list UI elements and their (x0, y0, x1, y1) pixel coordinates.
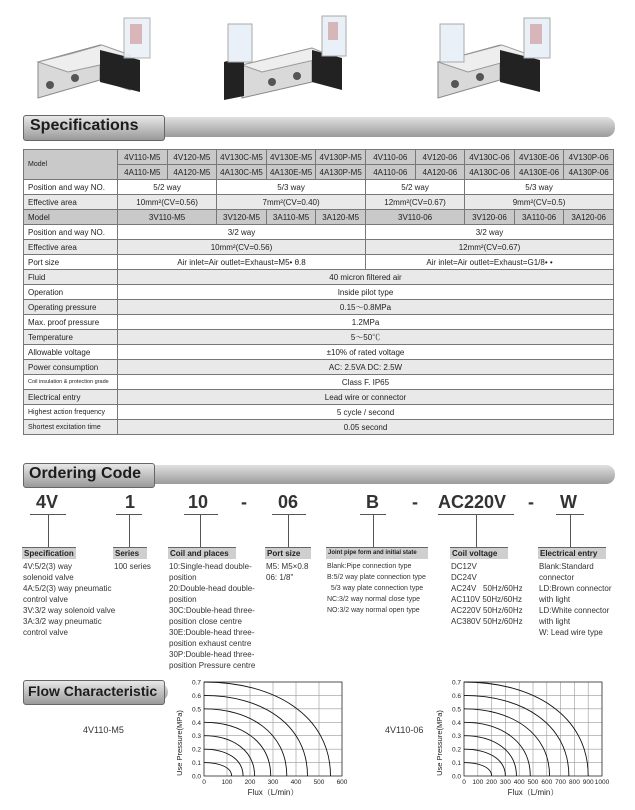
spec-cell: Position and way NO. (24, 225, 118, 240)
y-tick-label: 0.1 (451, 760, 461, 768)
spec-cell: 4V110-M5 (118, 150, 168, 165)
spec-cell: Air inlet=Air outlet=Exhaust=M5• θ.8 (118, 255, 366, 270)
spec-cell: 4A130C-06 (465, 165, 515, 180)
flow-chart-4v110-06 (430, 676, 615, 804)
spec-cell: Power consumption (24, 360, 118, 375)
spec-cell: 4V130E-M5 (266, 150, 316, 165)
spec-cell: 0.15～0.8MPa (118, 300, 614, 315)
flow-curve (464, 709, 550, 776)
order-text-entry: Blank:Standard connector LD:Brown connector with light LD:White connector with light W: Lead wire type (539, 562, 612, 637)
spec-cell: 0.05 second (118, 420, 614, 435)
x-tick-label: 100 (472, 779, 484, 786)
spec-cell: 4V130E-06 (514, 150, 564, 165)
spec-cell: Port size (24, 255, 118, 270)
y-tick-label: 0.1 (191, 760, 201, 768)
valve-photo-single (30, 10, 162, 102)
code-dash-2: - (412, 492, 418, 512)
spec-cell: 4V120-06 (415, 150, 465, 165)
flow-chart-4v110-m5 (170, 676, 355, 804)
spec-cell: Lead wire or connector (118, 390, 614, 405)
x-tick-label: 0 (202, 779, 206, 786)
spec-row (24, 240, 614, 255)
spec-cell: 4V130P-06 (564, 150, 614, 165)
spec-cell: 4V130C-06 (465, 150, 515, 165)
code-dash-3: - (528, 492, 534, 512)
x-tick-label: 600 (336, 779, 348, 786)
y-tick-label: 0.3 (451, 733, 461, 741)
spec-cell: 4A130C-M5 (217, 165, 267, 180)
spec-cell: Allowable voltage (24, 345, 118, 360)
order-text-joint: Blank:Pipe connection type B:5/2 way plate connection type 5/3 way plate connection type NC:3/2 way normal close type NO:3/2 way normal open type (327, 563, 426, 614)
spec-cell: 3A110-M5 (266, 210, 316, 225)
spec-row (24, 405, 614, 420)
spec-cell: Class F. IP65 (118, 375, 614, 390)
flow-curve (204, 763, 232, 776)
spec-cell: 4A130E-M5 (266, 165, 316, 180)
spec-row (24, 285, 614, 300)
spec-cell: 3/2 way (118, 225, 366, 240)
x-tick-label: 500 (313, 779, 325, 786)
order-head-voltage: Coil voltage (450, 547, 508, 559)
order-head-series: Series (113, 547, 147, 559)
spec-cell: Operation (24, 285, 118, 300)
spec-cell: 10mm²(CV=0.56) (118, 240, 366, 255)
order-head-spec: Specification (22, 547, 76, 559)
x-tick-label: 400 (513, 779, 525, 786)
spec-row (24, 300, 614, 315)
spec-row (24, 315, 614, 330)
spec-cell: 4A120-06 (415, 165, 465, 180)
spec-cell: 3V120-06 (465, 210, 515, 225)
order-head-coil: Coil and places (168, 547, 236, 559)
spec-cell: 4A110-M5 (118, 165, 168, 180)
spec-row (24, 150, 614, 165)
spec-cell: Fluid (24, 270, 118, 285)
spec-cell: ±10% of rated voltage (118, 345, 614, 360)
y-tick-label: 0.0 (451, 773, 461, 781)
spec-cell: 5/2 way (365, 180, 464, 195)
order-text-series: 100 series (114, 562, 151, 571)
spec-cell: 4V120-M5 (167, 150, 217, 165)
spec-cell: 12mm²(CV=0.67) (365, 240, 613, 255)
chart-title-2: 4V110-06 (385, 725, 424, 735)
spec-row (24, 390, 614, 405)
y-tick-label: 0.6 (451, 692, 461, 700)
spec-cell: AC: 2.5VA DC: 2.5W (118, 360, 614, 375)
x-tick-label: 700 (555, 779, 567, 786)
specifications-table (23, 149, 614, 435)
spec-cell: 10mm²(CV=0.56) (118, 195, 217, 210)
spec-cell: Shortest excitation time (24, 420, 118, 435)
spec-cell: Max. proof pressure (24, 315, 118, 330)
order-text-coil: 10:Single-head double- position 20:Double-head double- position 30C:Double-head three- position close centre 30E:Double-head three- position exhaust centre 30P:Double-head three- position Pressure centre (169, 562, 256, 670)
spec-cell: 4A130P-06 (564, 165, 614, 180)
spec-row (24, 225, 614, 240)
spec-cell: 3V110-06 (365, 210, 464, 225)
code-entry: W (560, 492, 577, 512)
code-dash-1: - (241, 492, 247, 512)
spec-cell: 3/2 way (365, 225, 613, 240)
spec-cell: 7mm²(CV=0.40) (217, 195, 366, 210)
y-tick-label: 0.2 (191, 746, 201, 754)
spec-cell: 4A120-M5 (167, 165, 217, 180)
spec-cell: 4A110-06 (365, 165, 415, 180)
y-axis-label: Use Pressure(MPa) (175, 710, 184, 776)
spec-cell: 4V110-06 (365, 150, 415, 165)
y-tick-label: 0.2 (451, 746, 461, 754)
spec-row (24, 345, 614, 360)
y-tick-label: 0.3 (191, 733, 201, 741)
ordering-title: Ordering Code (29, 465, 142, 482)
spec-row (24, 330, 614, 345)
spec-cell: Electrical entry (24, 390, 118, 405)
code-joint: B (366, 492, 379, 512)
spec-row (24, 195, 614, 210)
order-head-entry: Electrical entry (538, 547, 606, 559)
spec-row (24, 420, 614, 435)
x-tick-label: 100 (221, 779, 233, 786)
spec-cell: 4A130E-06 (514, 165, 564, 180)
spec-cell: 4A130P-M5 (316, 165, 366, 180)
x-tick-label: 1000 (594, 779, 610, 786)
order-text-port: M5: M5×0.8 06: 1/8" (266, 562, 309, 582)
x-tick-label: 200 (244, 779, 256, 786)
chart-title-1: 4V110-M5 (83, 725, 124, 735)
code-spec: 4V (36, 492, 59, 512)
order-text-voltage: DC12V DC24V AC24V 50Hz/60Hz AC110V 50Hz/60Hz AC220V 50Hz/60Hz AC380V 50Hz/60Hz (451, 562, 523, 626)
flow-curve (204, 709, 287, 776)
x-tick-label: 200 (486, 779, 498, 786)
y-tick-label: 0.7 (191, 679, 201, 687)
x-tick-label: 0 (462, 779, 466, 786)
spec-cell: 3V110-M5 (118, 210, 217, 225)
spec-cell: Coil insulation & protection grade (24, 375, 118, 390)
spec-cell: 5 cycle / second (118, 405, 614, 420)
x-tick-label: 800 (568, 779, 580, 786)
spec-row (24, 375, 614, 390)
x-tick-label: 300 (499, 779, 511, 786)
spec-cell: 3A120-06 (564, 210, 614, 225)
spec-row (24, 270, 614, 285)
y-tick-label: 0.6 (191, 692, 201, 700)
spec-cell: Model (24, 150, 118, 180)
x-tick-label: 300 (267, 779, 279, 786)
order-text-spec: 4V:5/2(3) way solenoid valve 4A:5/2(3) way pneumatic control valve 3V:3/2 way solenoid valve 3A:3/2 way pneumatic control valve (23, 562, 116, 637)
y-tick-label: 0.4 (191, 719, 201, 727)
y-tick-label: 0.7 (451, 679, 461, 687)
spec-cell: Temperature (24, 330, 118, 345)
order-head-joint: Joint pipe form and initial state (326, 547, 428, 559)
spec-cell: 3V120-M5 (217, 210, 267, 225)
spec-cell: Effective area (24, 240, 118, 255)
spec-cell: 3A110-06 (514, 210, 564, 225)
specifications-title: Specifications (30, 117, 139, 134)
spec-cell: Position and way NO. (24, 180, 118, 195)
spec-cell: 4V130C-M5 (217, 150, 267, 165)
spec-cell: 3A120-M5 (316, 210, 366, 225)
valve-photo-single-2 (430, 10, 562, 102)
spec-cell: 4V130P-M5 (316, 150, 366, 165)
spec-cell: 12mm²(CV=0.67) (365, 195, 464, 210)
code-port: 06 (278, 492, 299, 512)
spec-cell: 5～50℃ (118, 330, 614, 345)
spec-cell: Effective area (24, 195, 118, 210)
code-voltage: AC220V (438, 492, 507, 512)
spec-cell: Highest action frequency (24, 405, 118, 420)
code-series: 1 (125, 492, 136, 512)
flow-title: Flow Characteristic (28, 683, 158, 699)
spec-row (24, 360, 614, 375)
x-tick-label: 900 (582, 779, 594, 786)
spec-cell: 9mm²(CV=0.5) (465, 195, 614, 210)
x-axis-label: Flux（L/min） (507, 788, 559, 797)
x-tick-label: 500 (527, 779, 539, 786)
spec-cell: Inside pilot type (118, 285, 614, 300)
y-axis-label: Use Pressure(MPa) (435, 710, 444, 776)
x-axis-label: Flux（L/min） (247, 788, 299, 797)
spec-cell: Air inlet=Air outlet=Exhaust=G1/8• • (365, 255, 613, 270)
spec-cell: 5/2 way (118, 180, 217, 195)
x-tick-label: 600 (541, 779, 553, 786)
valve-photo-double (222, 10, 354, 102)
spec-row (24, 255, 614, 270)
spec-cell: 5/3 way (465, 180, 614, 195)
x-tick-label: 400 (290, 779, 302, 786)
spec-row (24, 210, 614, 225)
y-tick-label: 0.5 (191, 706, 201, 714)
spec-cell: Model (24, 210, 118, 225)
y-tick-label: 0.0 (191, 773, 201, 781)
order-head-port: Port size (265, 547, 311, 559)
y-tick-label: 0.5 (451, 706, 461, 714)
spec-cell: Operating pressure (24, 300, 118, 315)
y-tick-label: 0.4 (451, 719, 461, 727)
spec-cell: 5/3 way (217, 180, 366, 195)
spec-cell: 1.2MPa (118, 315, 614, 330)
code-coil: 10 (188, 492, 209, 512)
flow-curve (464, 736, 516, 776)
spec-row (24, 180, 614, 195)
spec-cell: 40 micron filtered air (118, 270, 614, 285)
